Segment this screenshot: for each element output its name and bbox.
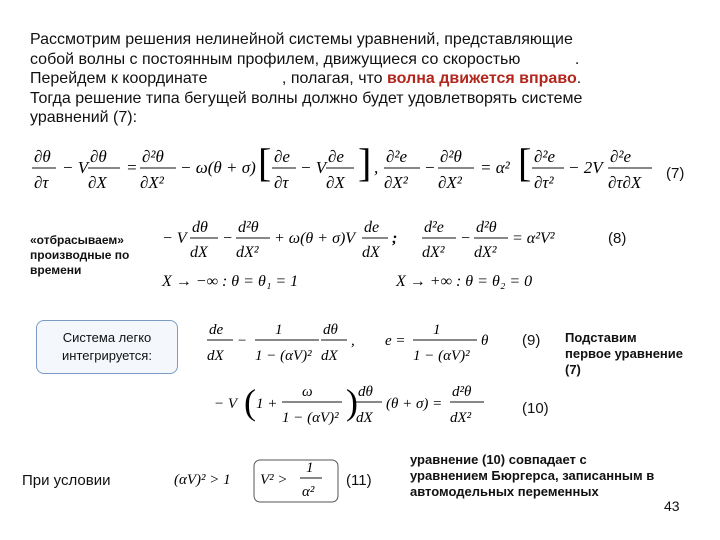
svg-text:− 2V: − 2V — [568, 158, 603, 177]
svg-text:,: , — [351, 333, 355, 349]
svg-text:−: − — [237, 333, 248, 349]
equation-7 — [28, 140, 678, 202]
svg-text:dθ: dθ — [323, 322, 338, 338]
svg-text:(: ( — [244, 382, 256, 422]
intro-line-2 — [30, 50, 680, 70]
svg-text:= α²V²: = α²V² — [512, 230, 555, 247]
intro-line-3-end: . — [576, 70, 582, 87]
eq-7-number: (7) — [666, 165, 685, 182]
svg-text:dX²: dX² — [474, 244, 497, 261]
svg-text:X → −∞ : θ = θ₁ = 1: X → −∞ : θ = θ₁ = 1 — [162, 273, 299, 290]
svg-text:∂τ²: ∂τ² — [534, 173, 554, 192]
eq-9-number: (9) — [522, 332, 541, 349]
svg-text:α²: α² — [302, 484, 315, 500]
svg-text:]: ] — [358, 140, 372, 185]
intro-line-3-mid: , полагая, что — [281, 70, 383, 87]
svg-text:−: − — [460, 230, 471, 247]
svg-text:d²θ: d²θ — [452, 384, 472, 400]
intro-line-2-end: . — [574, 50, 580, 68]
svg-text:∂e: ∂e — [274, 147, 290, 166]
svg-text:−: − — [222, 230, 233, 247]
svg-text:dX²: dX² — [236, 244, 259, 261]
svg-text:1 − (αV)²: 1 − (αV)² — [413, 348, 470, 364]
svg-text:de: de — [364, 219, 380, 236]
svg-text:∂τ: ∂τ — [34, 173, 49, 192]
svg-text:dX²: dX² — [422, 244, 445, 261]
svg-text:dX: dX — [207, 348, 224, 364]
svg-text:∂X: ∂X — [326, 173, 345, 192]
svg-text:∂²e: ∂²e — [534, 147, 556, 166]
svg-text:− V: − V — [214, 396, 238, 412]
svg-text:− V: − V — [300, 158, 327, 177]
svg-text:∂X: ∂X — [88, 173, 107, 192]
eq-10-number: (10) — [522, 400, 549, 417]
eq-8-number: (8) — [608, 230, 627, 247]
svg-text:1: 1 — [275, 322, 283, 338]
svg-text:∂θ: ∂θ — [90, 147, 107, 166]
svg-text:=: = — [126, 158, 138, 177]
svg-text:− ω(θ + σ): − ω(θ + σ) — [180, 158, 256, 177]
intro-highlight: волна движется вправо — [387, 70, 577, 87]
svg-text:[: [ — [518, 140, 532, 185]
svg-text:1 +: 1 + — [256, 396, 278, 412]
svg-text:(θ + σ) =: (θ + σ) = — [386, 396, 443, 412]
equation-11 — [172, 456, 342, 506]
intro-line-3-start: Перейдем к координате — [30, 70, 208, 87]
svg-text:θ: θ — [481, 333, 489, 349]
svg-text:∂²e: ∂²e — [386, 147, 408, 166]
svg-text:ω: ω — [302, 384, 313, 400]
substitute-note: Подставим первое уравнение (7) — [565, 330, 684, 377]
side-note: «отбрасываем» производные по времени — [30, 233, 130, 277]
svg-text:dθ: dθ — [358, 384, 373, 400]
svg-text:dX²: dX² — [450, 410, 472, 426]
svg-text:e =: e = — [385, 333, 406, 349]
intro-line-4: Тогда решение типа бегущей волны должно будет удовлетворять системе — [30, 89, 583, 107]
equation-9 — [205, 318, 505, 368]
svg-text:d²e: d²e — [424, 219, 444, 236]
svg-text:dθ: dθ — [192, 219, 208, 236]
intro-paragraph — [30, 30, 680, 128]
svg-text:1 − (αV)²: 1 − (αV)² — [282, 410, 339, 426]
svg-text:1: 1 — [306, 460, 314, 476]
condition-label: При условии — [22, 472, 111, 489]
page-number: 43 — [664, 498, 680, 514]
svg-text:−: − — [424, 158, 436, 177]
equation-8 — [160, 212, 580, 270]
svg-text:= α²: = α² — [480, 158, 510, 177]
intro-line-5: уравнений (7): — [30, 109, 138, 126]
svg-text:1 − (αV)²: 1 − (αV)² — [255, 348, 312, 364]
svg-text:1: 1 — [433, 322, 441, 338]
svg-text:dX: dX — [362, 244, 380, 261]
svg-text:+ ω(θ + σ)V: + ω(θ + σ)V — [274, 230, 356, 247]
svg-text:∂²θ: ∂²θ — [440, 147, 462, 166]
intro-line-2-text: собой волны с постоянным профилем, движущиеся со скоростью — [30, 50, 521, 68]
boundary-conditions — [160, 268, 580, 294]
svg-text:− V: − V — [62, 158, 89, 177]
svg-text:∂θ: ∂θ — [34, 147, 51, 166]
svg-text:∂²e: ∂²e — [610, 147, 632, 166]
svg-text:,: , — [374, 158, 379, 177]
intro-line-3 — [30, 69, 680, 89]
equation-10 — [212, 378, 512, 434]
svg-text:d²θ: d²θ — [238, 219, 259, 236]
svg-text:(αV)² > 1: (αV)² > 1 — [174, 472, 231, 488]
intro-line-1: Рассмотрим решения нелинейной системы уравнений, представляющие — [30, 31, 573, 48]
svg-text:dX: dX — [356, 410, 373, 426]
svg-text:[: [ — [258, 140, 272, 185]
svg-text:∂τ∂X: ∂τ∂X — [608, 173, 642, 192]
eq-11-number: (11) — [346, 472, 372, 489]
svg-text:de: de — [209, 322, 224, 338]
svg-text:∂e: ∂e — [328, 147, 344, 166]
svg-text:− V: − V — [162, 230, 187, 247]
svg-text:dX: dX — [190, 244, 208, 261]
burgers-note: уравнение (10) совпадает с уравнением Бюргерса, записанным в автомодельных переменных — [410, 452, 655, 499]
integration-box: Система легко интегрируется: — [36, 320, 178, 374]
svg-text:V² >: V² > — [260, 472, 288, 488]
svg-text:d²θ: d²θ — [476, 219, 497, 236]
svg-text:): ) — [346, 382, 358, 422]
svg-text:dX: dX — [321, 348, 338, 364]
svg-text:∂X²: ∂X² — [384, 173, 408, 192]
svg-text:X → +∞ : θ = θ₂ = 0: X → +∞ : θ = θ₂ = 0 — [396, 273, 533, 290]
svg-text:;: ; — [392, 230, 398, 247]
svg-text:∂X²: ∂X² — [140, 173, 164, 192]
svg-text:∂τ: ∂τ — [274, 173, 289, 192]
svg-text:∂²θ: ∂²θ — [142, 147, 164, 166]
svg-text:∂X²: ∂X² — [438, 173, 462, 192]
